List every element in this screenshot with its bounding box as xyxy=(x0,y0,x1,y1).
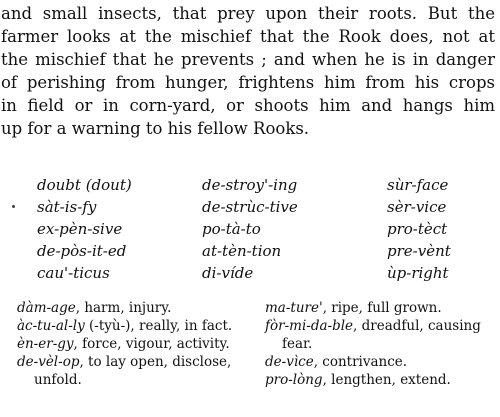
spelling-word: sèr-vice xyxy=(387,198,447,216)
spelling-word: pre-vènt xyxy=(387,242,451,260)
definition-entry xyxy=(17,354,231,371)
spelling-word: de-pòs-it-ed xyxy=(37,242,127,260)
definition-meaning: , to lay open, disclose, xyxy=(79,354,232,370)
definition-meaning: , contrivance. xyxy=(313,354,408,370)
definition-meaning: , dreadful, causing xyxy=(353,318,481,334)
spelling-word: sùr-face xyxy=(387,176,449,194)
spelling-word: de-stroy'-ing xyxy=(202,176,298,194)
definition-entry xyxy=(265,300,442,317)
definition-meaning: , harm, injury. xyxy=(75,300,172,316)
definition-term: fòr-mi-da-ble xyxy=(265,318,354,334)
definition-entry xyxy=(17,300,171,317)
definition-entry xyxy=(265,354,407,371)
definition-entry xyxy=(265,318,481,335)
definition-term: ma-ture' xyxy=(265,300,323,316)
definition-meaning: unfold. xyxy=(34,372,82,388)
prose-line: up for a warning to his fellow Rooks. xyxy=(1,119,310,138)
definition-meaning: , lengthen, extend. xyxy=(322,372,451,388)
definition-continuation xyxy=(34,372,82,389)
prose-line: farmer looks at the mischief that the Rook does, not at xyxy=(1,27,495,46)
spelling-word: di-víde xyxy=(202,264,254,282)
spelling-word: sàt-is-fy xyxy=(37,198,97,216)
definition-entry xyxy=(17,336,230,353)
definition-meaning: fear. xyxy=(282,336,313,352)
prose-line: the mischief that he prevents ; and when he is in danger xyxy=(1,50,495,69)
definition-term: de-vìce xyxy=(265,354,314,370)
prose-line: of perishing from hunger, frightens him from his crops xyxy=(1,73,495,92)
prose-line: in field or in corn-yard, or shoots him and hangs him xyxy=(1,96,495,115)
definition-term: pro-lòng xyxy=(265,372,323,388)
spelling-word: at-tèn-tion xyxy=(202,242,282,260)
definition-term: dàm-age xyxy=(17,300,76,316)
spelling-word: ùp-right xyxy=(387,264,449,282)
definition-entry xyxy=(17,318,232,335)
definition-meaning: (-tyù-), really, in fact. xyxy=(84,318,233,334)
definition-term: èn-er-gy xyxy=(17,336,74,352)
definition-term: àc-tu-al-ly xyxy=(17,318,85,334)
definition-term: de-vèl-op xyxy=(17,354,80,370)
spelling-word: cau'-ticus xyxy=(37,264,110,282)
spelling-word: pro-tèct xyxy=(387,220,448,238)
ink-speck xyxy=(12,205,15,208)
spelling-word: de-strùc-tive xyxy=(202,198,298,216)
definition-meaning: , ripe, full grown. xyxy=(322,300,442,316)
spelling-word: po-tà-to xyxy=(202,220,261,238)
definition-meaning: , force, vigour, activity. xyxy=(73,336,230,352)
definition-continuation xyxy=(282,336,312,353)
prose-line: and small insects, that prey upon their roots. But the xyxy=(1,4,495,23)
spelling-word: doubt (dout) xyxy=(37,176,132,194)
definition-entry xyxy=(265,372,451,389)
spelling-word: ex-pèn-sive xyxy=(37,220,123,238)
